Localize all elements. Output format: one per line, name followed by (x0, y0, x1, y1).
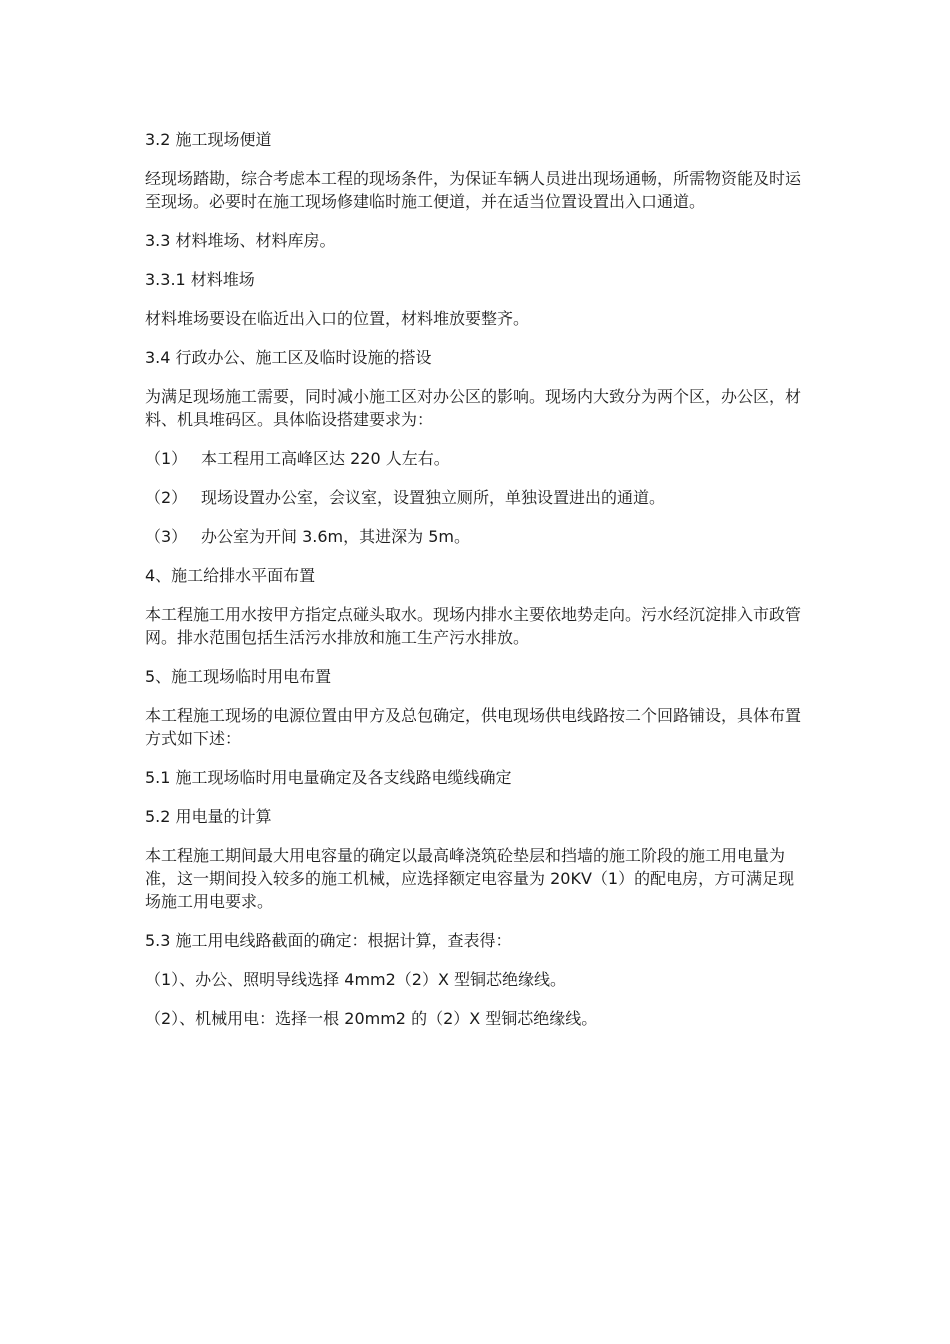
paragraph-4: 本工程施工用水按甲方指定点碰头取水。现场内排水主要依地势走向。污水经沉淀排入市政管网。排水范围包括生活污水排放和施工生产污水排放。 (145, 605, 802, 647)
list-item (145, 486, 810, 509)
section-heading-5-1: 5.1 施工现场临时用电量确定及各支线路电缆线确定 (145, 768, 512, 787)
paragraph-5-3-b: （2）、机械用电：选择一根 20mm2 的（2）X 型铜芯绝缘线。 (145, 1009, 598, 1028)
paragraph-5: 本工程施工现场的电源位置由甲方及总包确定，供电现场供电线路按二个回路铺设，具体布置方式如下述： (145, 706, 802, 748)
paragraph-3-2: 经现场踏勘，综合考虑本工程的现场条件，为保证车辆人员进出现场通畅，所需物资能及时运至现场。必要时在施工现场修建临时施工便道，并在适当位置设置出入口通道。 (145, 169, 802, 211)
paragraph-3-4: 为满足现场施工需要，同时减小施工区对办公区的影响。现场内大致分为两个区，办公区，材料、机具堆码区。具体临设搭建要求为： (145, 387, 802, 429)
list-item-number: （1） (145, 449, 188, 468)
list-item-number: （3） (145, 527, 188, 546)
section-heading-3-4: 3.4 行政办公、施工区及临时设施的搭设 (145, 348, 432, 367)
section-heading-3-2: 3.2 施工现场便道 (145, 130, 272, 149)
list-item-number: （2） (145, 488, 188, 507)
list-item (145, 525, 810, 548)
section-heading-5-3: 5.3 施工用电线路截面的确定：根据计算，查表得： (145, 931, 512, 950)
list-item (145, 447, 810, 470)
section-heading-5-2: 5.2 用电量的计算 (145, 807, 272, 826)
paragraph-5-3-a: （1）、办公、照明导线选择 4mm2（2）X 型铜芯绝缘线。 (145, 970, 567, 989)
document-page (145, 128, 810, 1046)
section-heading-3-3: 3.3 材料堆场、材料库房。 (145, 231, 336, 250)
section-heading-3-3-1: 3.3.1 材料堆场 (145, 270, 255, 289)
section-heading-4: 4、施工给排水平面布置 (145, 566, 316, 585)
paragraph-5-2: 本工程施工期间最大用电容量的确定以最高峰浇筑砼垫层和挡墙的施工阶段的施工用电量为准，这一期间投入较多的施工机械，应选择额定电容量为 20KV（1）的配电房，方可满足现场施工用电要求。 (145, 846, 795, 911)
paragraph-3-3-1: 材料堆场要设在临近出入口的位置，材料堆放要整齐。 (145, 309, 530, 328)
list-item-text: 办公室为开间 3.6m，其进深为 5m。 (201, 527, 470, 546)
section-heading-5: 5、施工现场临时用电布置 (145, 667, 332, 686)
list-item-text: 现场设置办公室，会议室，设置独立厕所，单独设置进出的通道。 (201, 488, 666, 507)
list-item-text: 本工程用工高峰区达 220 人左右。 (201, 449, 450, 468)
